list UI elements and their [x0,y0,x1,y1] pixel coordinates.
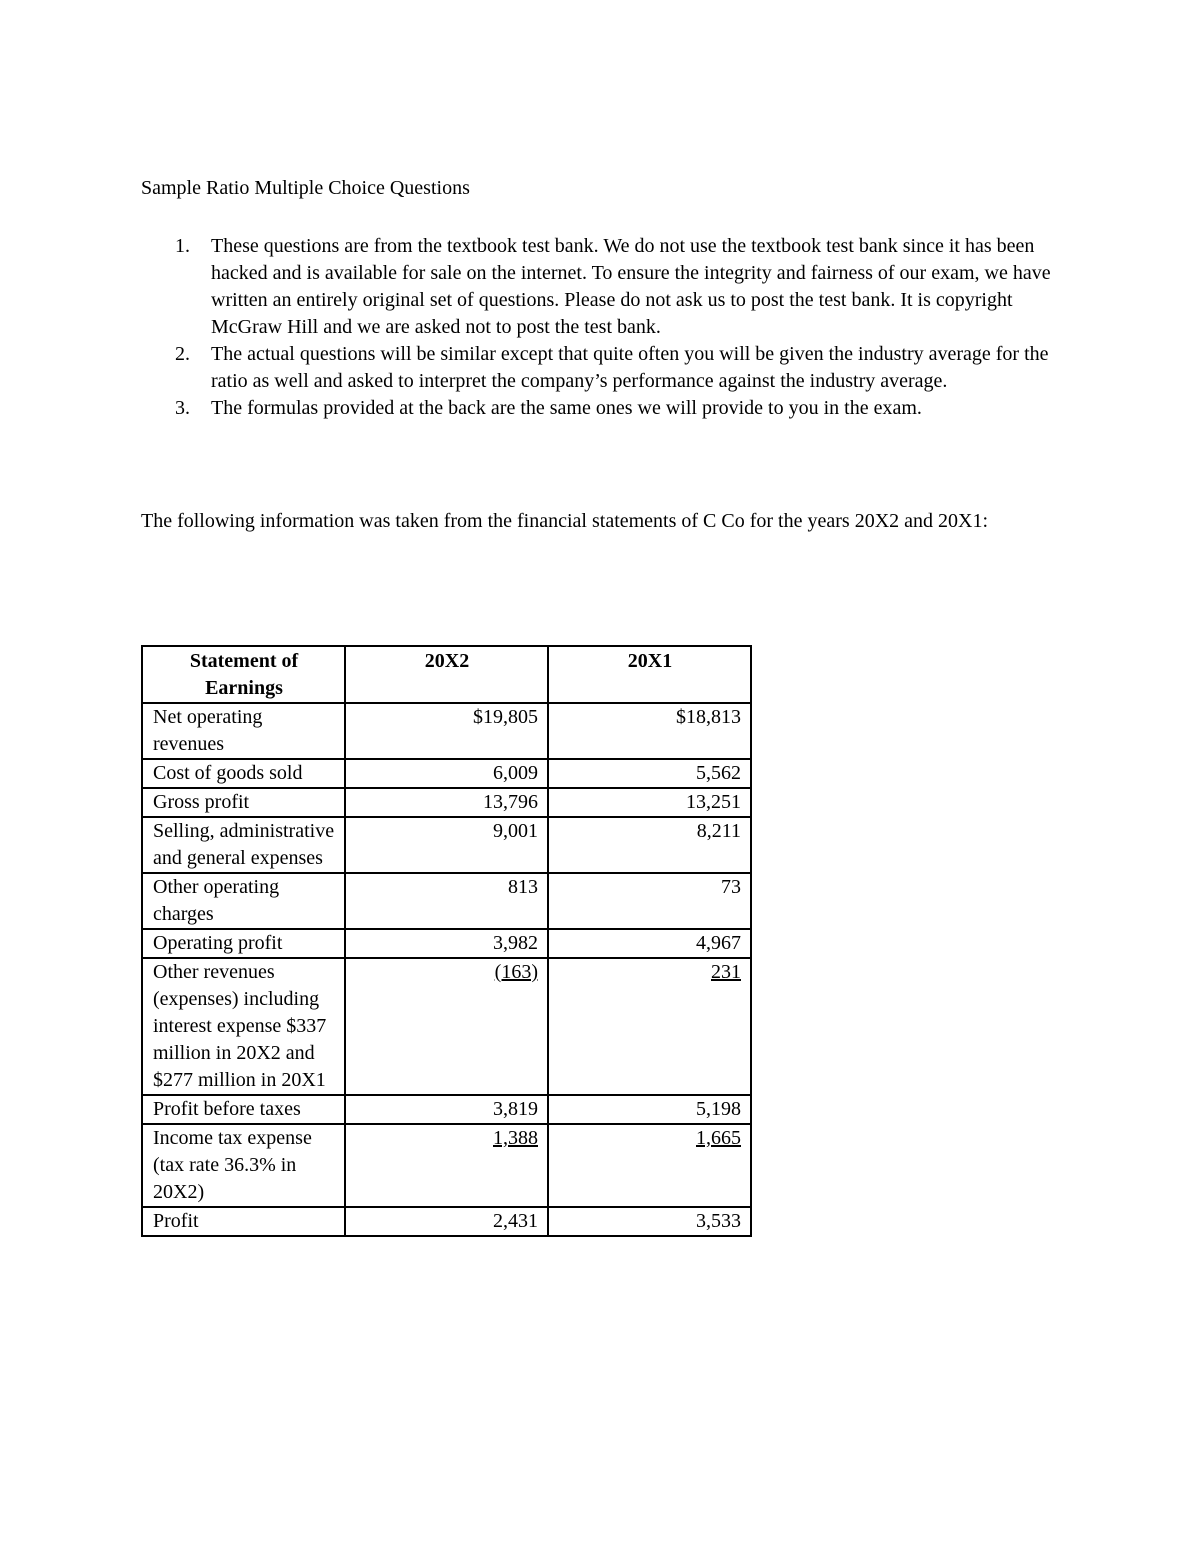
underlined-value: (163) [494,961,538,983]
table-row [142,703,751,759]
notes-list [141,233,1071,422]
list-item-text: The actual questions will be similar except that quite often you will be given the industry average for the ratio as well and asked to interpret the company’s performance against the industry average. [211,343,1049,392]
row-label: Other revenues (expenses) including interest expense $337 million in 20X2 and $277 million in 20X1 [142,958,345,1095]
value-20x2 [345,958,548,1095]
intro-paragraph: The following information was taken from the financial statements of C Co for the years 20X2 and 20X1: [141,510,989,532]
row-label: Operating profit [142,929,345,958]
value-20x2: 2,431 [345,1207,548,1236]
value-20x2: 6,009 [345,759,548,788]
list-item [141,395,1071,422]
value-20x2: 3,819 [345,1095,548,1124]
value-20x2: $19,805 [345,703,548,759]
row-label: Profit [142,1207,345,1236]
header-statement: Statement of Earnings [142,646,345,703]
row-label: Selling, administrative and general expenses [142,817,345,873]
value-20x2: 3,982 [345,929,548,958]
table-row [142,759,751,788]
header-20x1: 20X1 [548,646,751,703]
table-row [142,1207,751,1236]
earnings-table [141,645,752,1237]
table-row [142,1095,751,1124]
value-20x2: 13,796 [345,788,548,817]
value-20x1: 5,198 [548,1095,751,1124]
table-row [142,929,751,958]
list-item-number: 3. [175,397,190,419]
underlined-value: 1,388 [493,1127,538,1149]
table-row [142,958,751,1095]
row-label: Other operating charges [142,873,345,929]
value-20x1 [548,958,751,1095]
list-item-text: These questions are from the textbook test bank. We do not use the textbook test bank since it has been hacked and is available for sale on the internet. To ensure the integrity and fairness of our exam, we have written an entirely original set of questions. Please do not ask us to post the test bank. It is copyright McGraw Hill and we are asked not to post the test bank. [211,235,1051,338]
table-row [142,788,751,817]
table-row [142,817,751,873]
table-row [142,873,751,929]
row-label: Net operating revenues [142,703,345,759]
list-item-number: 1. [175,235,190,257]
page-title: Sample Ratio Multiple Choice Questions [141,177,470,199]
row-label: Profit before taxes [142,1095,345,1124]
table-header-row [142,646,751,703]
list-item-number: 2. [175,343,190,365]
value-20x1: $18,813 [548,703,751,759]
value-20x1: 73 [548,873,751,929]
table-row [142,1124,751,1207]
list-item [141,341,1071,395]
underlined-value: 1,665 [696,1127,741,1149]
value-20x1: 3,533 [548,1207,751,1236]
value-20x2: 813 [345,873,548,929]
underlined-value: 231 [711,961,741,983]
value-20x1 [548,1124,751,1207]
list-item-text: The formulas provided at the back are the same ones we will provide to you in the exam. [211,397,922,419]
value-20x2 [345,1124,548,1207]
value-20x2: 9,001 [345,817,548,873]
row-label: Cost of goods sold [142,759,345,788]
value-20x1: 4,967 [548,929,751,958]
row-label: Gross profit [142,788,345,817]
row-label: Income tax expense (tax rate 36.3% in 20X2) [142,1124,345,1207]
value-20x1: 5,562 [548,759,751,788]
list-item [141,233,1071,341]
value-20x1: 13,251 [548,788,751,817]
value-20x1: 8,211 [548,817,751,873]
header-20x2: 20X2 [345,646,548,703]
